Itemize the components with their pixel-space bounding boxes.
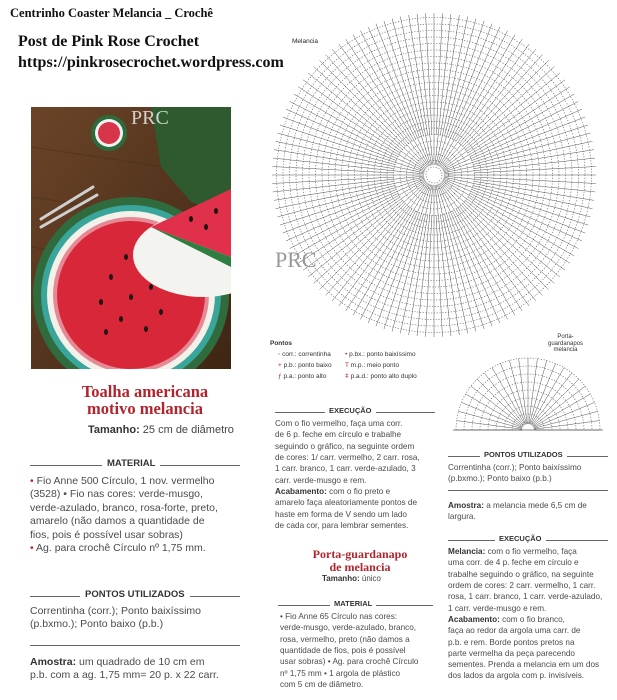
exec-heading: EXECUÇÃO: [325, 406, 376, 415]
crochet-chart: [262, 10, 617, 355]
legend-item: ƒ p.a.: ponto alto: [278, 373, 327, 380]
right-gauge-text: Amostra: a melancia mede 6,5 cm de largura.: [448, 501, 587, 522]
legend-item: ◦ corr.: correntinha: [278, 351, 331, 358]
post-url: https://pinkrosecrochet.wordpress.com: [18, 54, 284, 71]
legend-item: + p.b.: ponto baixo: [278, 362, 332, 369]
napkin-chart-label: Porta- guardanapos melancia: [548, 334, 584, 354]
napkin-ring-title: Porta-guardanapo de melancia: [312, 547, 408, 574]
stitches-list: Correntinha (corr.); Ponto baixíssimo (p.bxmo.); Ponto baixo (p.b.): [30, 605, 201, 631]
right-stitches-heading: PONTOS UTILIZADOS: [480, 450, 567, 459]
stitches-heading: PONTOS UTILIZADOS: [80, 589, 190, 600]
post-author: Post de Pink Rose Crochet: [18, 33, 200, 50]
photo-watermark: PRC: [131, 107, 169, 129]
chart-watermark: PRC: [275, 247, 317, 272]
right-exec-heading: EXECUÇÃO: [495, 534, 546, 543]
napkin-ring-chart: [448, 355, 608, 435]
material-heading: MATERIAL: [102, 458, 160, 469]
chart-label: Melancia: [292, 38, 319, 45]
right-exec-text: Melancia: com o fio vermelho, faça uma corr. de 4 p. feche em círculo e trabalhe seguindo o gráfico, na seguinte ordem de cores: 2 carr. vermelho, 1 carr. rosa, 1 carr. branco, 1 carr. verde-azulado, 1 carr. verde-musgo e rem. Acabamento: com o fio branco, faça ao redor da argola uma carr. de p.b. e rem. Borde pontos pretos na parte vermelha da peça parecendo sementes. Prenda a melancia em um dos dos lados da argola com p. invisíveis.: [448, 547, 603, 681]
placemat-illustration: [31, 107, 231, 369]
product-photo: [31, 107, 231, 369]
placemat-title: Toalha americana motivo melancia: [81, 382, 209, 419]
gauge-text: Amostra: um quadrado de 10 cm em p.b. com a ag. 1,75 mm= 20 p. x 22 carr.: [30, 656, 219, 682]
legend-item: ǂ p.a.d.: ponto alto duplo: [345, 373, 417, 380]
napkin-ring-size: Tamanho: único: [322, 574, 381, 583]
legend-item: • p.bx.: ponto baixíssimo: [345, 351, 416, 358]
post-title: Centrinho Coaster Melancia _ Crochê: [10, 6, 213, 20]
right-stitches-list: Correntinha (corr.); Ponto baixíssimo (p.bxmo.); Ponto baixo (p.b.): [448, 463, 582, 484]
material-list: • Fio Anne 500 Círculo, 1 nov. vermelho (3528) • Fio nas cores: verde-musgo, verde-azulado, branco, rosa-forte, preto, amarelo (não damos a quantidade de fios, pois é possível usar sobras) • Ag. para crochê Círculo nº 1,75 mm.: [30, 475, 218, 555]
napkin-material-list: • Fio Anne 65 Círculo nas cores: verde-musgo, verde-azulado, branco, rosa, vermelho, preto (não damos a quantidade de fios, pois é possível usar sobras) • Ag. para crochê Círculo nº 1,75 mm • 1 argola de plástico com 5 cm de diâmetro.: [280, 612, 419, 689]
napkin-material-heading: MATERIAL: [330, 599, 376, 608]
placemat-size: Tamanho: 25 cm de diâmetro: [88, 424, 234, 436]
exec-text: Com o fio vermelho, faça uma corr. de 6 p. feche em círculo e trabalhe seguindo o gráfico, na seguinte ordem de cores: 1/ carr. vermelho, 2 carr. rosa, 1 carr. branco, 1 carr. verde-azulado, 3 carr. verde-musgo e rem. Acabamento: com o fio preto e amarelo faça aleatoriamente pontos de haste em forma de V sendo um lado de cada cor, para lembrar sementes.: [275, 419, 420, 530]
legend-item: T m.p.: meio ponto: [345, 362, 400, 369]
legend-title: Pontos: [270, 340, 293, 347]
